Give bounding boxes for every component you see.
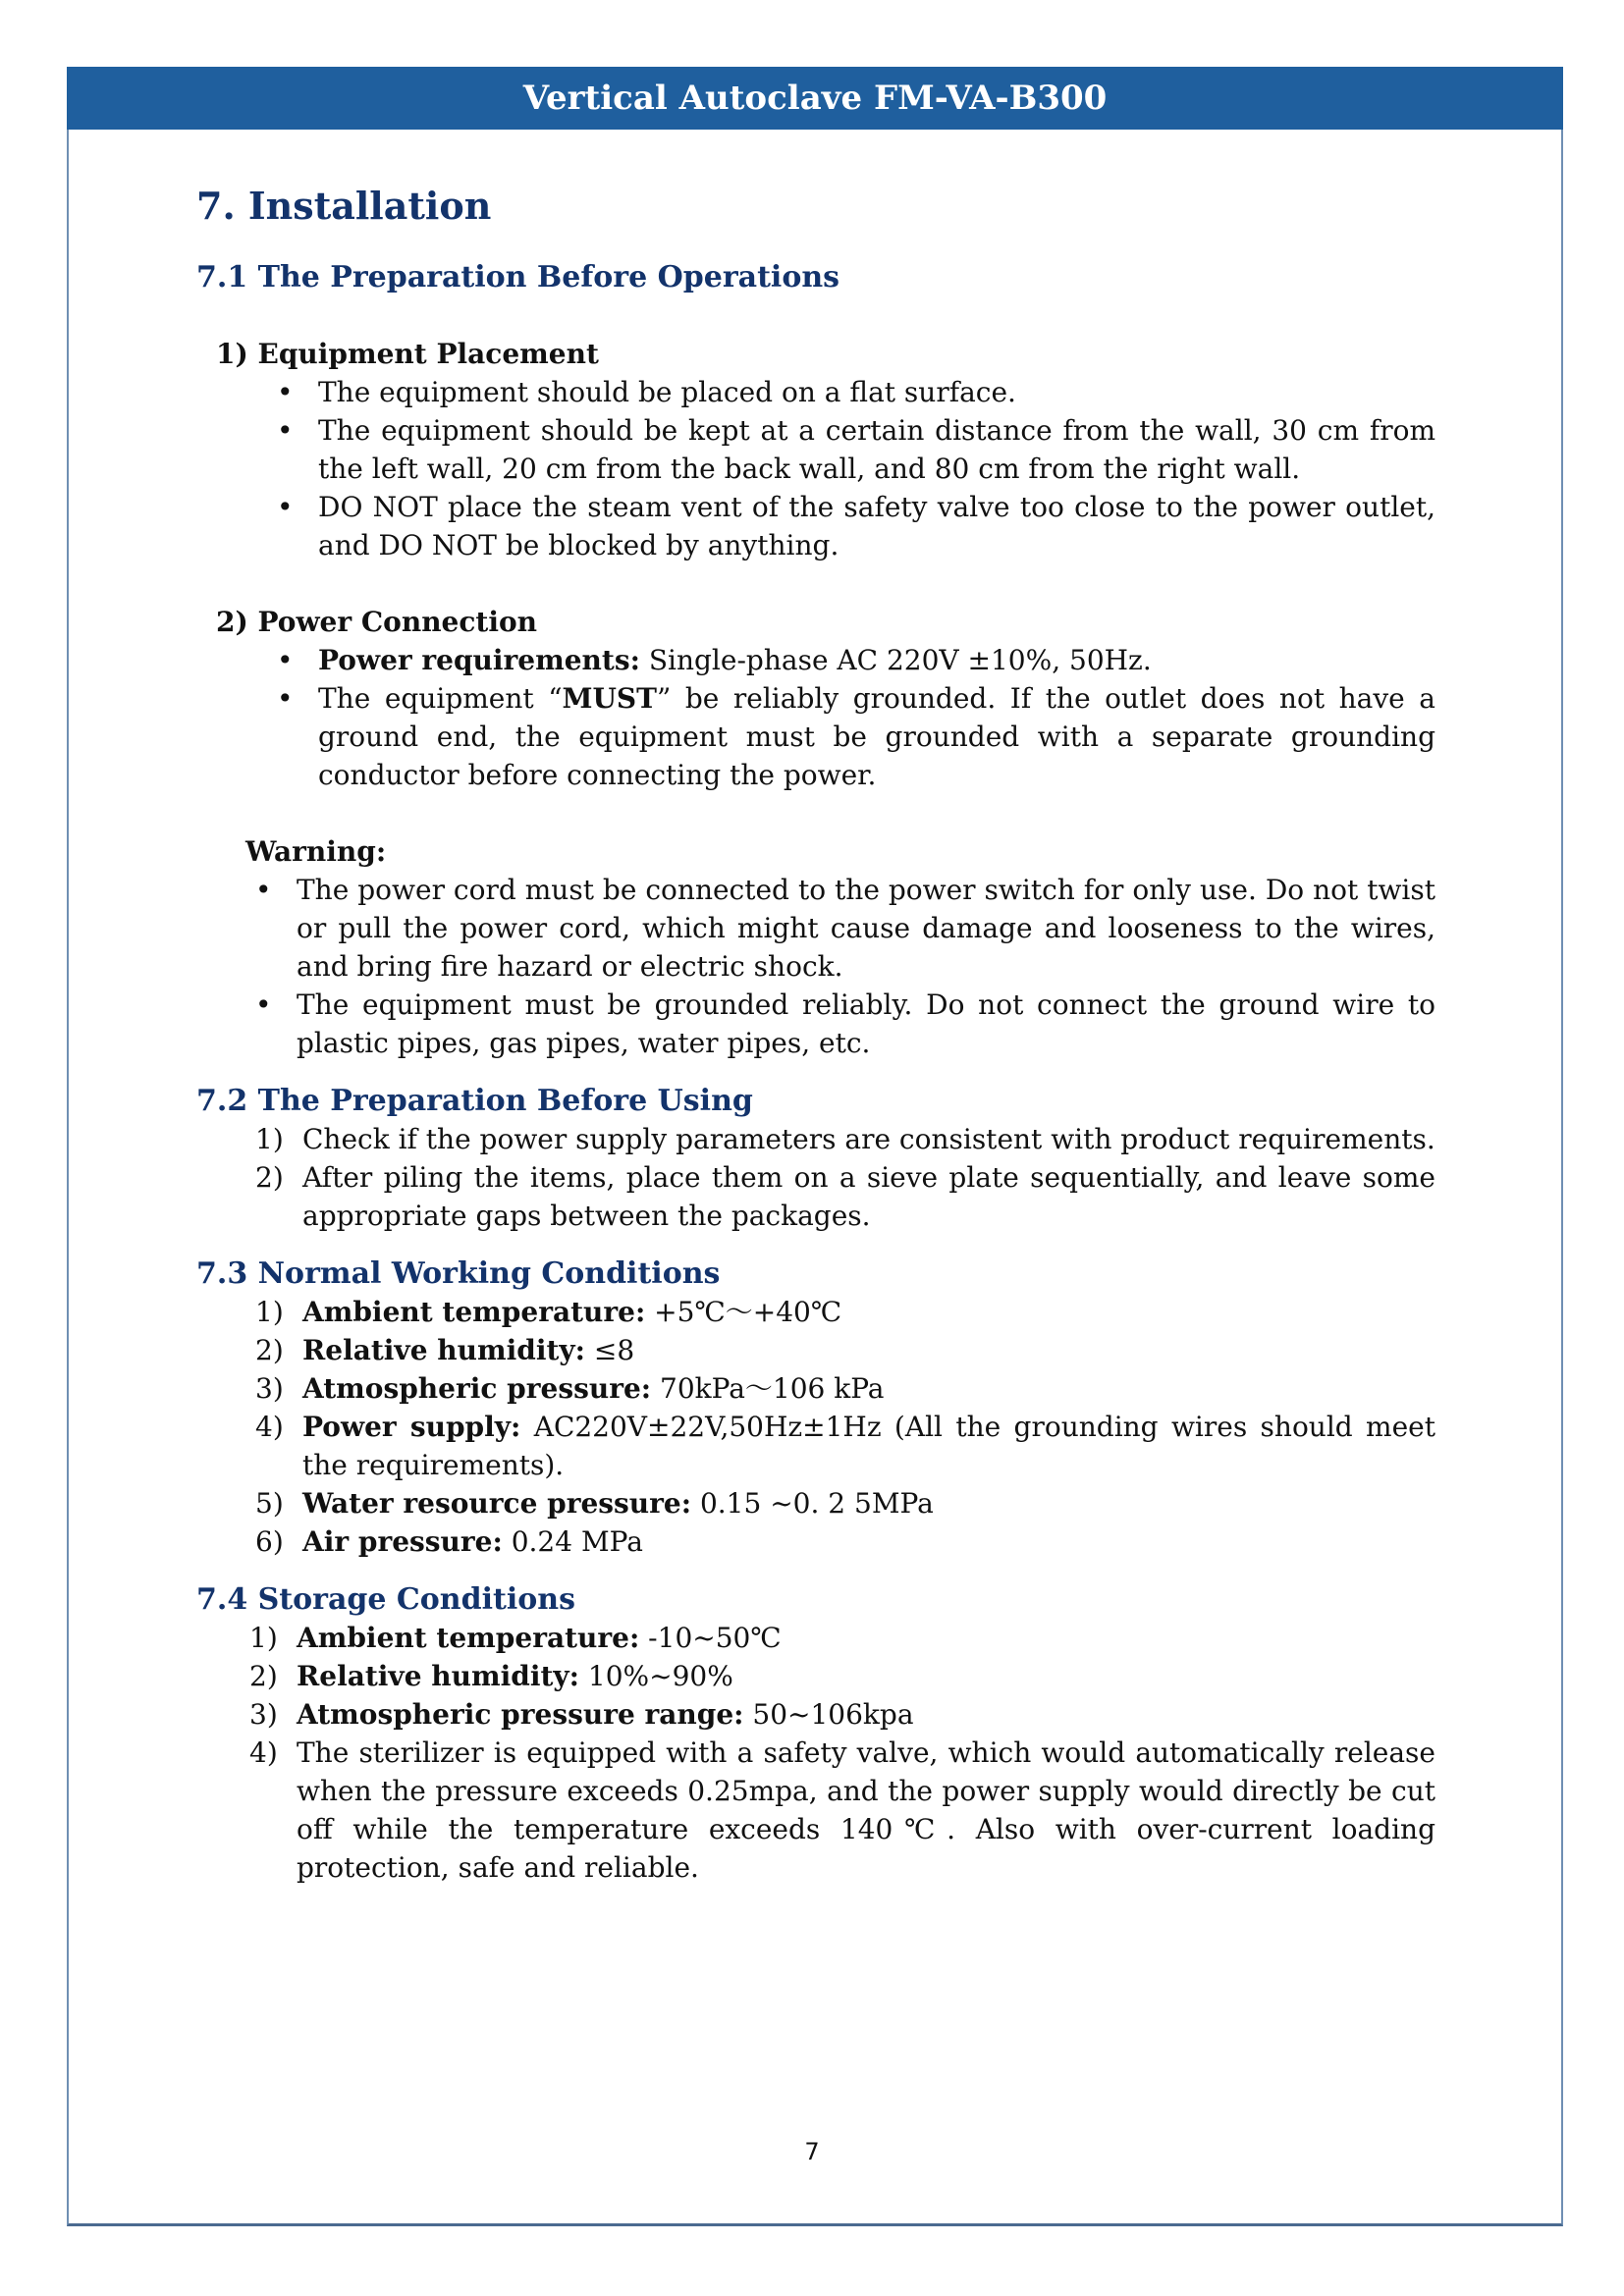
list-item: • The equipment should be placed on a flat surface. — [318, 373, 1435, 411]
preparation-using-list — [255, 1120, 1435, 1235]
warning-list — [255, 871, 1435, 1062]
power-connection-heading: 2) Power Connection — [216, 606, 538, 638]
section-title: 7. Installation — [196, 184, 492, 228]
working-conditions-list — [255, 1293, 1436, 1561]
list-item: 4) The sterilizer is equipped with a safety valve, which would automatically release when the pressure exceeds 0.25mpa, and the power supply would directly be cut off while the temperature exceeds 140℃. Also with over-current loading protection, safe and reliable. — [249, 1736, 1435, 1884]
document-title: Vertical Autoclave FM-VA-B300 — [522, 79, 1108, 118]
list-item: • The equipment must be grounded reliably. Do not connect the ground wire to plastic pipes, gas pipes, water pipes, etc. — [297, 986, 1435, 1062]
document-header — [67, 67, 1563, 130]
list-item: 2) After piling the items, place them on a sieve plate sequentially, and leave some appropriate gaps between the packages. — [255, 1161, 1435, 1232]
power-connection-list — [277, 641, 1435, 794]
subsection-7-1-title: 7.1 The Preparation Before Operations — [196, 260, 840, 294]
list-item: • The equipment should be kept at a certain distance from the wall, 30 cm from the left wall, 20 cm from the back wall, and 80 cm from the right wall. — [318, 411, 1435, 488]
list-item: 3) Atmospheric pressure range: 50~106kpa — [249, 1698, 914, 1731]
list-item: 1) Ambient temperature: +5℃～+40℃ — [255, 1296, 842, 1328]
list-item: 1) Ambient temperature: -10~50℃ — [249, 1622, 782, 1654]
list-item: • The power cord must be connected to the power switch for only use. Do not twist or pull the power cord, which might cause damage and looseness to the wires, and bring fire hazard or electric shock. — [297, 871, 1435, 986]
equipment-placement-list — [277, 373, 1435, 564]
bullet-icon: • — [255, 874, 272, 906]
list-item: • The equipment “MUST” be reliably grounded. If the outlet does not have a ground end, the equipment must be grounded with a separate grounding conductor before connecting the power. — [318, 679, 1435, 794]
list-item: 2) Relative humidity: ≤8 — [255, 1334, 635, 1366]
warning-heading: Warning: — [245, 835, 387, 868]
list-item: 6) Air pressure: 0.24 MPa — [255, 1525, 643, 1558]
page-number: 7 — [804, 2138, 820, 2165]
equipment-placement-heading: 1) Equipment Placement — [216, 338, 599, 370]
list-item: 5) Water resource pressure: 0.15 ~0. 2 5MPa — [255, 1487, 934, 1520]
bullet-icon: • — [255, 988, 272, 1021]
bullet-icon: • — [277, 376, 294, 408]
page-content — [196, 184, 1436, 1887]
bullet-icon: • — [277, 644, 294, 676]
list-item: • Power requirements: Single-phase AC 220V ±10%, 50Hz. — [318, 641, 1435, 679]
subsection-7-2-title: 7.2 The Preparation Before Using — [196, 1084, 753, 1118]
bullet-icon: • — [277, 682, 294, 715]
storage-conditions-list — [249, 1619, 1435, 1887]
list-item: • DO NOT place the steam vent of the safety valve too close to the power outlet, and DO NOT be blocked by anything. — [318, 488, 1435, 564]
subsection-7-4-title: 7.4 Storage Conditions — [196, 1582, 575, 1617]
list-item: 1) Check if the power supply parameters are consistent with product requirements. — [255, 1123, 1435, 1155]
list-item: 4) Power supply: AC220V±22V,50Hz±1Hz (All the grounding wires should meet the requirements). — [255, 1411, 1436, 1481]
subsection-7-3-title: 7.3 Normal Working Conditions — [196, 1256, 721, 1291]
list-item: 3) Atmospheric pressure: 70kPa～106 kPa — [255, 1372, 885, 1405]
bullet-icon: • — [277, 414, 294, 447]
list-item: 2) Relative humidity: 10%~90% — [249, 1660, 733, 1692]
bullet-icon: • — [277, 491, 294, 523]
